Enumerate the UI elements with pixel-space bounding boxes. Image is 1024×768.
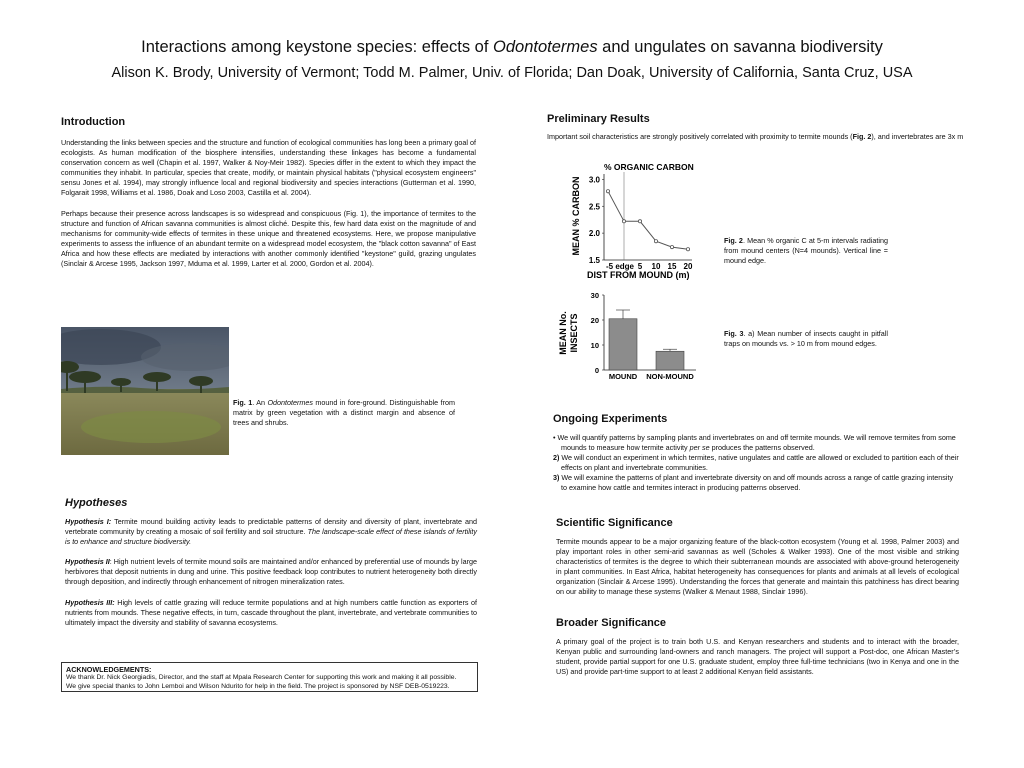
x-tick-label: 10 — [651, 262, 661, 271]
chart-title: % ORGANIC CARBON — [604, 162, 694, 172]
preliminary-results-heading: Preliminary Results — [547, 113, 650, 125]
data-point — [670, 246, 673, 249]
y-tick-label: 2.0 — [588, 229, 600, 239]
y-axis-label: MEAN No. — [558, 311, 568, 355]
series-line — [608, 191, 688, 249]
acknowledgements-line: We give special thanks to John Lemboi and Wilson Ndurito for help in the field. The project is sponsored by NSF DEB-0519223. — [66, 682, 450, 690]
acknowledgements-line: We thank Dr. Nick Georgiadis, Director, and the staff at Mpala Research Center for supporting this work and making it all possible. — [66, 674, 457, 681]
x-tick-label: 15 — [667, 262, 677, 271]
bar — [656, 351, 684, 370]
y-tick-label: 30 — [590, 291, 599, 300]
x-tick-label: 20 — [683, 262, 693, 271]
introduction-heading: Introduction — [61, 116, 126, 128]
figure-3-caption: Fig. 3. a) Mean number of insects caught in pitfall traps on mounds vs. > 10 m from mound edges. — [724, 329, 888, 349]
y-tick-label: 0 — [594, 366, 599, 375]
y-tick-label: 3.0 — [588, 175, 600, 185]
category-label: MOUND — [608, 372, 638, 381]
list-item: • We will quantify patterns by sampling plants and invertebrates on and off termite mounds. We will remove termites from some mounds to measure how termite activity per se produces the patterns observed. — [553, 433, 956, 453]
introduction-text — [61, 138, 476, 279]
category-label: NON-MOUND — [646, 372, 694, 381]
scientific-significance-text: Termite mounds appear to be a major organizing feature of the black-cotton ecosystem (Young et al. 1998, Palmer 2003) and play important roles in other semi-arid savannas as well (Scholes & Walker 1993). One of the most visible and striking characteristics of termites is the degree to which their subterranean mounds are associated with above-ground heterogeneity in plant communities. In East Africa, habitat heterogeneity has consequences for plants and animals at all levels of ecological organization (Sinclair & Arcese 1995). Understanding the forces that generate and maintain this patchiness has direct bearing on our ability to manage these systems (Walker & Menaut 1988, Sinclair 1996). — [556, 537, 959, 597]
ongoing-experiments-list — [553, 433, 961, 494]
hypotheses-text — [65, 517, 477, 638]
broader-significance-heading: Broader Significance — [556, 617, 667, 629]
bar — [609, 319, 637, 370]
ongoing-experiments-heading: Ongoing Experiments — [553, 413, 668, 425]
hypothesis-1: Hypothesis I: Termite mound building activity leads to predictable patterns of density and diversity of plant, invertebrate and vertebrate community by creating a mosaic of soil fertility and soil structure. The landscape-scale effect of these islands of fertility is to enhance and structure biodiversity. — [65, 517, 477, 547]
poster-title: Interactions among keystone species: effects of Odontotermes and ungulates on savanna biodiversity — [141, 38, 883, 56]
hypotheses-heading: Hypotheses — [65, 497, 128, 509]
data-point — [654, 240, 657, 243]
introduction-paragraph: Perhaps because their presence across landscapes is so widespread and conspicuous (Fig. 1), the importance of termites to the structure and function of African savanna communities is almost cliché. Despite this, few hard data exist on the magnitude of and mechanisms for community-wide effects of termites in these unique and threatened ecosystems. Here, we propose manipulative experiments to assess the influence of an abundant termite on a widespread model ecosystem, the "black cotton savanna" of East Africa and how these effects are mediated by interactions with another commonly identified "keystone" guild, grazing ungulates (Sinclair & Arcese 1995, Jackson 1997, Mduma et al. 1999, Larter et al. 2000, Gordon et al. 2004). — [61, 208, 476, 269]
list-item: 2) We will conduct an experiment in which termites, native ungulates and cattle are allowed or excluded to partition each of their effects on plant and invertebrate communities. — [553, 453, 959, 473]
y-tick-label: 10 — [590, 341, 599, 350]
data-point — [686, 248, 689, 251]
hypothesis-2: Hypothesis II: High nutrient levels of termite mound soils are maintained and/or enhanced by preferential use of mounds by large herbivores that deposit nutrients in dung and urine. This positive feedback loop contributes to nutrient heterogeneity both directly through deposition, and indirectly through enhancement of nitrogen mineralization rates. — [65, 557, 478, 587]
list-item: 3) We will examine the patterns of plant and invertebrate diversity on and off mounds across a range of cattle grazing intensity to examine how cattle and termites interact in producing patterns observed. — [553, 473, 954, 493]
hypothesis-3: Hypothesis III: High levels of cattle grazing will reduce termite populations and at high numbers cattle function as exporters of nutrients from mounds. These negative effects, in turn, cascade throughout the plant, invertebrate, and vertebrate communities to ultimately impact the diversity and stability of savanna ecosystems. — [65, 597, 477, 627]
insects-bar-chart — [556, 286, 706, 382]
x-tick-label: 5 — [637, 262, 643, 271]
y-axis-label: INSECTS — [569, 313, 579, 353]
figure-2-caption: Fig. 2. Mean % organic C at 5-m intervals radiating from mound centers (N=4 mounds). Vertical line = mound edge. — [724, 236, 888, 266]
y-tick-label: 1.5 — [588, 256, 600, 265]
x-tick-label: -5 edge — [606, 262, 635, 271]
scientific-significance-heading: Scientific Significance — [556, 517, 673, 529]
poster-authors: Alison K. Brody, University of Vermont; Todd M. Palmer, Univ. of Florida; Dan Doak, University of California, Santa Cruz, USA — [111, 65, 913, 81]
broader-significance-text: A primary goal of the project is to train both U.S. and Kenyan researchers and students and to interact with the broader, Kenyan public and surrounding land-owners and ranch managers. The project will support a Post-doc, one African Master’s student, provide partial support for one U.S. graduate student, employ three full-time technicians (two in Kenya and one in the US) and provide part-time support to at least 2 additional Kenyan field assistants. — [556, 637, 959, 677]
introduction-paragraph: Understanding the links between species and the structure and function of ecological communities has long been a primary goal of ecologists. As human modification of the biosphere intensifies, understanding these linkages has become a fundamental conservation concern as well (Chapin et al. 1997, Walker & Noy-Meir 1982). Species differ in the extent to which they impact the communities they inhabit. In particular, species that create, modify, or maintain physical habitats ("physical ecosystem engineers" sensu Jones et al. 1994), may strongly influence local and regional biodiversity and species interactions (Gutterman et al. 1990, Folgarait 1998, Williams et al. 1986, Doak and Loso 2003, Castilla et al. 2004). — [61, 138, 476, 198]
data-point — [638, 220, 641, 223]
acknowledgements-title: ACKNOWLEDGEMENTS: — [66, 665, 152, 674]
chart-bars — [609, 310, 684, 370]
figure-1-caption: Fig. 1. An Odontotermes mound in fore-ground. Distinguishable from matrix by green vegetation with a distinct margin and absence of trees and shrubs. — [233, 398, 455, 428]
chart-series — [606, 172, 689, 260]
x-axis-label: DIST FROM MOUND (m) — [587, 270, 690, 280]
organic-carbon-chart — [568, 160, 718, 282]
savanna-photo — [61, 327, 229, 455]
y-tick-label: 2.5 — [588, 202, 600, 212]
preliminary-results-text: Important soil characteristics are strongly positively correlated with proximity to termite mounds (Fig. 2), and invertebrates are 3x m — [547, 132, 964, 141]
data-point — [606, 190, 609, 193]
data-point — [622, 220, 625, 223]
acknowledgements-box — [61, 662, 478, 692]
y-tick-label: 20 — [590, 316, 599, 325]
y-axis-label: MEAN % CARBON — [571, 176, 581, 256]
